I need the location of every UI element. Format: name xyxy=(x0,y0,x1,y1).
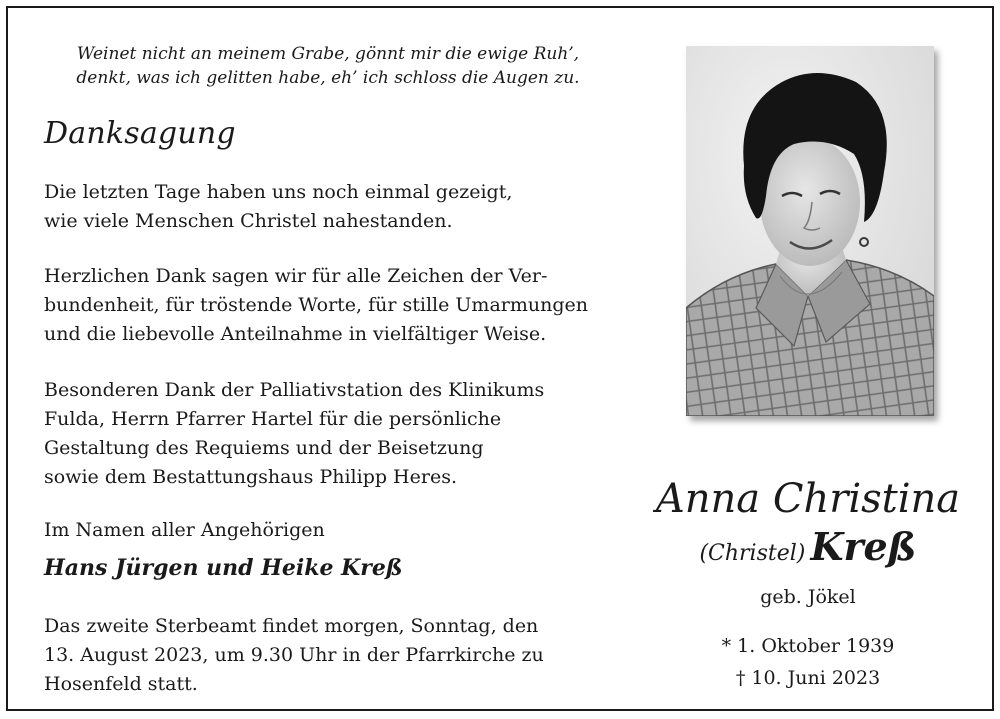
thanks-paragraph-3 xyxy=(44,376,544,492)
memorial-service-note xyxy=(44,612,544,699)
text-line: Herzlichen Dank sagen wir für alle Zeichen der Ver- xyxy=(44,265,548,287)
text-line: Besonderen Dank der Palliativstation des Klinikums xyxy=(44,379,545,401)
text-line: sowie dem Bestattungshaus Philipp Heres. xyxy=(44,466,457,488)
text-line: Die letzten Tage haben uns noch einmal gezeigt, xyxy=(44,181,513,203)
text-line: wie viele Menschen Christel nahestanden. xyxy=(44,210,453,232)
thanks-paragraph-2 xyxy=(44,262,588,349)
birth-date: * 1. Oktober 1939 xyxy=(721,635,895,657)
deceased-nickname: (Christel) xyxy=(699,541,806,566)
birth-name: geb. Jökel xyxy=(760,586,856,608)
deceased-surname-line xyxy=(628,524,988,569)
heading-danksagung: Danksagung xyxy=(44,116,236,151)
text-line: bundenheit, für tröstende Worte, für stille Umarmungen xyxy=(44,294,588,316)
signer-intro: Im Namen aller Angehörigen xyxy=(44,519,325,541)
text-line: 13. August 2023, um 9.30 Uhr in der Pfarrkirche zu xyxy=(44,644,544,666)
deceased-surname: Kreß xyxy=(810,524,917,569)
motto-line: Weinet nicht an meinem Grabe, gönnt mir die ewige Ruh’, xyxy=(76,44,580,64)
portrait-photo xyxy=(686,46,934,416)
text-line: Fulda, Herrn Pfarrer Hartel für die persönliche xyxy=(44,408,502,430)
deceased-first-names: Anna Christina xyxy=(655,476,961,522)
death-date: † 10. Juni 2023 xyxy=(735,667,881,689)
thanks-paragraph-1 xyxy=(44,178,512,236)
text-line: Gestaltung des Requiems und der Beisetzung xyxy=(44,437,484,459)
signer-names: Hans Jürgen und Heike Kreß xyxy=(44,555,403,581)
text-line: Hosenfeld statt. xyxy=(44,673,198,695)
motto-line: denkt, was ich gelitten habe, eh’ ich schloss die Augen zu. xyxy=(76,68,580,88)
motto-verse xyxy=(48,42,608,90)
text-line: Das zweite Sterbeamt findet morgen, Sonntag, den xyxy=(44,615,539,637)
life-dates xyxy=(628,630,988,694)
text-line: und die liebevolle Anteilnahme in vielfältiger Weise. xyxy=(44,323,547,345)
obituary-notice xyxy=(6,6,994,711)
